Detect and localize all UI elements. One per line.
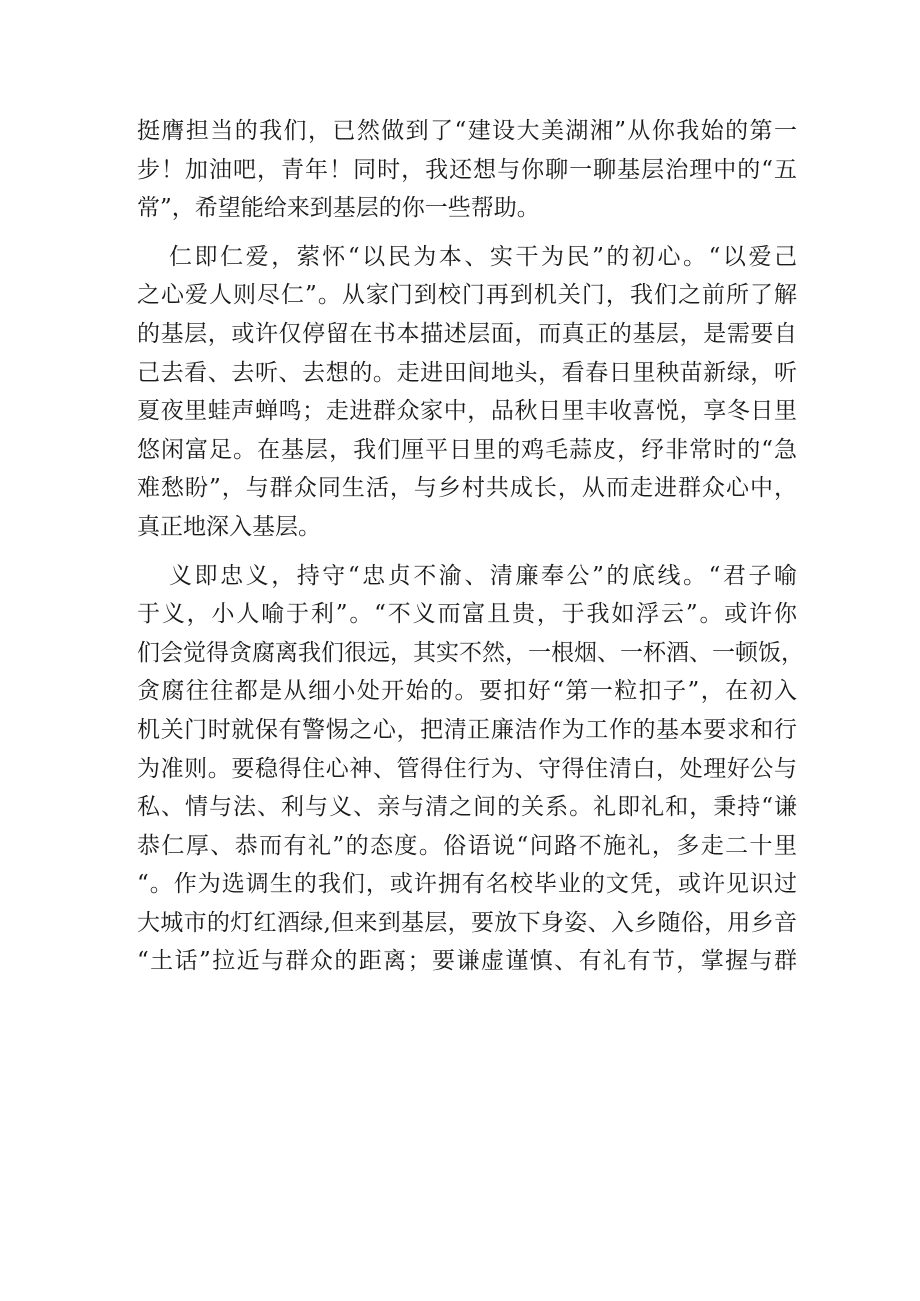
text-line: 大城市的灯红酒绿,但来到基层，要放下身姿、入乡随俗，用乡音 [137, 909, 797, 936]
text-line: 为准则。要稳得住心神、管得住行为、守得住清白，处理好公与 [137, 755, 797, 782]
text-line: 真正地深入基层。 [137, 513, 321, 540]
text-line: 于义，小人喻于利”。“不义而富且贵，于我如浮云”。或许你 [137, 601, 797, 628]
text-line: 机关门时就保有警惕之心，把清正廉洁作为工作的基本要求和行 [137, 716, 797, 743]
text-line: 恭仁厚、恭而有礼”的态度。俗语说“问路不施礼，多走二十里 [137, 832, 797, 859]
text-line: “土话”拉近与群众的距离；要谦虚谨慎、有礼有节，掌握与群 [137, 948, 797, 975]
text-line: 私、情与法、利与义、亲与清之间的关系。礼即礼和，秉持“谦 [137, 794, 797, 821]
text-line: 己去看、去听、去想的。走进田间地头，看春日里秧苗新绿，听 [137, 359, 797, 386]
body-text [137, 112, 804, 981]
text-line: 们会觉得贪腐离我们很远，其实不然，一根烟、一杯酒、一顿饭， [137, 639, 804, 666]
text-line: 之心爱人则尽仁”。从家门到校门再到机关门，我们之前所了解 [137, 282, 797, 309]
text-line: 悠闲富足。在基层，我们厘平日里的鸡毛蒜皮，纾非常时的“急 [137, 436, 797, 463]
paragraph-1 [137, 112, 797, 228]
paragraph-3 [137, 557, 804, 982]
text-line: 夏夜里蛙声蝉鸣；走进群众家中，品秋日里丰收喜悦，享冬日里 [137, 398, 797, 425]
text-line: 的基层，或许仅停留在书本描述层面，而真正的基层，是需要自 [137, 320, 797, 347]
text-line: 挺膺担当的我们，已然做到了“建设大美湖湘”从你我始的第一 [137, 118, 797, 144]
text-line: 仁即仁爱，萦怀“以民为本、实干为民”的初心。“以爱己 [169, 243, 797, 270]
paragraph-gap [137, 228, 797, 238]
text-line: 常”，希望能给来到基层的你一些帮助。 [137, 195, 540, 222]
text-line: 义即忠义，持守“忠贞不渝、清廉奉公”的底线。“君子喻 [169, 562, 797, 589]
text-line: 贪腐往往都是从细小处开始的。要扣好“第一粒扣子”，在初入 [137, 678, 797, 705]
text-line: 难愁盼”，与群众同生活，与乡村共成长，从而走进群众心中， [137, 475, 797, 502]
paragraph-gap [137, 547, 797, 557]
text-line: 步！加油吧，青年！同时，我还想与你聊一聊基层治理中的“五 [137, 156, 797, 183]
text-line: “。作为选调生的我们，或许拥有名校毕业的文凭，或许见识过 [137, 871, 797, 898]
paragraph-2 [137, 238, 797, 547]
